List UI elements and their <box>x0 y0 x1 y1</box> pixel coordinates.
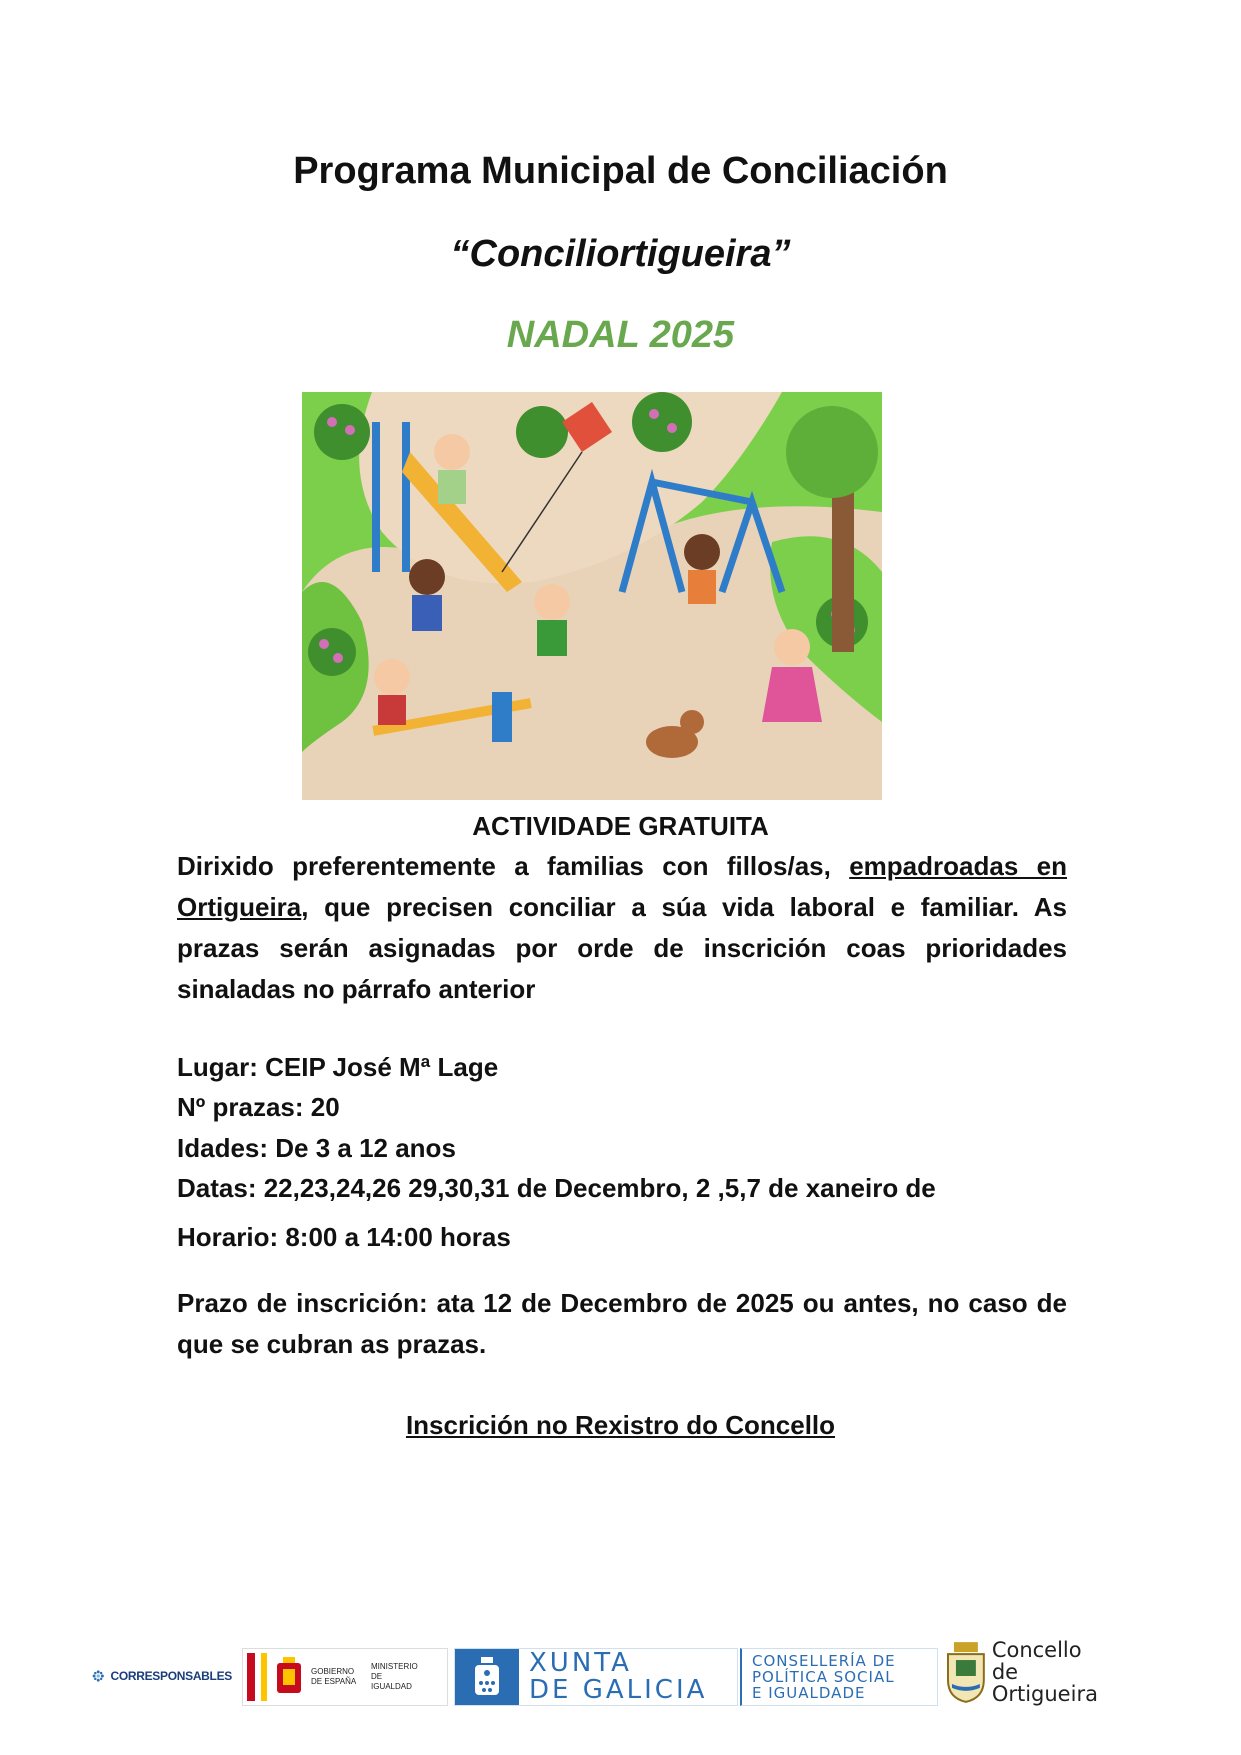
intro-text-end: , que precisen conciliar a súa vida laboral e familiar. As prazas serán asignadas por orde de inscrición coas prioridades sinaladas no párrafo anterior <box>177 892 1067 1004</box>
concello-text-line1: Concello de <box>991 1638 1082 1684</box>
playground-children-illustration <box>302 392 882 800</box>
season-heading: NADAL 2025 <box>506 314 735 356</box>
free-activity-label: ACTIVIDADE GRATUITA <box>472 811 769 841</box>
ortigueira-coat-of-arms-icon <box>944 1640 988 1704</box>
program-title: Programa Municipal de Conciliación <box>293 150 948 192</box>
concello-ortigueira-logo <box>944 1636 1114 1708</box>
xunta-galicia-logo <box>454 1648 738 1706</box>
conselleria-text-line2: POLÍTICA SOCIAL <box>752 1668 895 1686</box>
corresponsables-text: CORRESPONSABLES <box>110 1669 232 1683</box>
places-count-line: Nº prazas: 20 <box>177 1092 340 1122</box>
intro-underlined-text: empadroadas en Ortigueira <box>177 851 1067 922</box>
ministerio-text: MINISTERIO DE IGUALDAD <box>371 1662 418 1691</box>
conselleria-text-line3: E IGUALDADE <box>752 1684 866 1702</box>
xunta-text-line1: XUNTA <box>529 1648 632 1678</box>
spain-flag-yellow-stripe <box>261 1653 267 1701</box>
spain-flag-red-stripe <box>247 1653 255 1701</box>
spain-coat-of-arms-icon <box>273 1655 305 1699</box>
conselleria-logo <box>740 1648 938 1706</box>
concello-text-line2: Ortigueira <box>991 1682 1098 1706</box>
ages-line: Idades: De 3 a 12 anos <box>177 1133 456 1163</box>
corresponsables-flower-icon <box>92 1661 104 1691</box>
xunta-text-line2: DE GALICIA <box>529 1675 708 1705</box>
deadline-paragraph: Prazo de inscrición: ata 12 de Decembro de 2025 ou antes, no caso de que se cubran as prazas. <box>177 1288 1067 1359</box>
conselleria-text-line1: CONSELLERÍA DE <box>752 1652 896 1670</box>
intro-text-start: Dirixido preferentemente a familias con fillos/as, <box>177 851 850 881</box>
place-line: Lugar: CEIP José Mª Lage <box>177 1052 499 1082</box>
xunta-crest-icon <box>455 1649 519 1705</box>
schedule-line: Horario: 8:00 a 14:00 horas <box>177 1222 511 1252</box>
intro-paragraph <box>177 846 1067 1010</box>
gobierno-espana-logo <box>242 1648 448 1706</box>
corresponsables-logo <box>92 1656 232 1696</box>
registration-note: Inscrición no Rexistro do Concello <box>405 1410 836 1440</box>
program-name: “Conciliortigueira” <box>450 233 791 275</box>
gobierno-text: GOBIERNO DE ESPAÑA <box>311 1667 357 1686</box>
dates-line: Datas: 22,23,24,26 29,30,31 de Decembro, 2 ,5,7 de xaneiro de <box>177 1173 936 1203</box>
